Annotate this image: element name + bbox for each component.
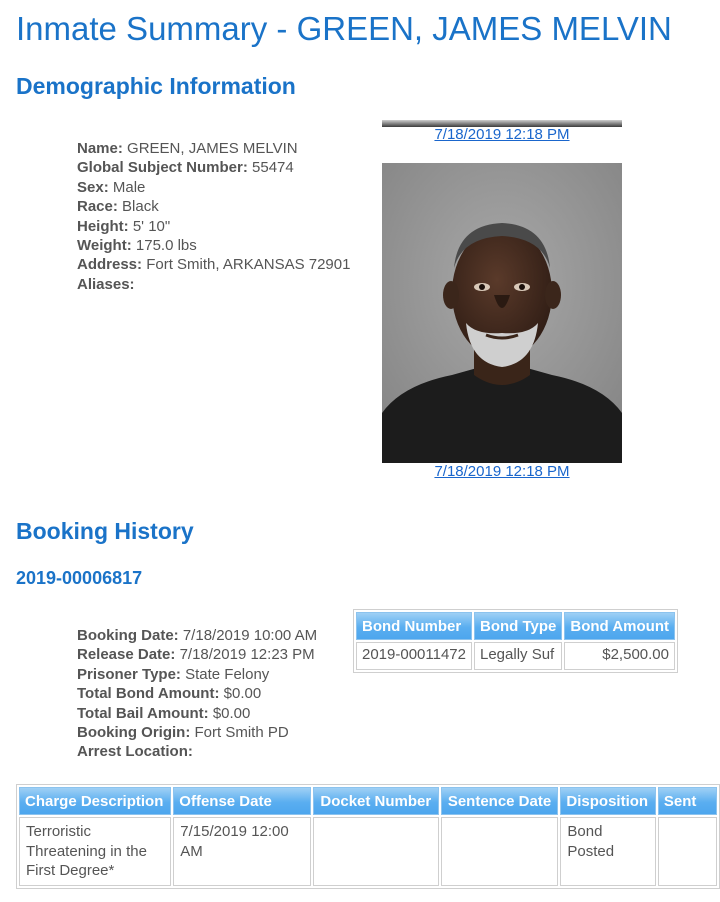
- booking-number: 2019-00006817: [16, 568, 143, 588]
- charges-table: [16, 784, 720, 889]
- photo-date-link[interactable]: 7/18/2019 12:18 PM: [434, 126, 570, 143]
- booking-history-heading: Booking History: [16, 518, 194, 544]
- column-header: Bond Amount: [564, 612, 675, 640]
- demographic-heading: Demographic Information: [16, 73, 296, 99]
- offense-date-cell: 7/15/2019 12:00 AM: [173, 817, 311, 886]
- field-weight: Weight: 175.0 lbs: [77, 237, 197, 255]
- field-height: Height: 5' 10": [77, 217, 171, 235]
- field-aliases: Aliases:: [77, 275, 135, 293]
- bond-amount-cell: $2,500.00: [564, 642, 675, 670]
- field-total-bond-amount: Total Bond Amount: $0.00: [77, 685, 262, 703]
- photo-date-link[interactable]: 7/18/2019 12:18 PM: [434, 463, 570, 480]
- field-booking-origin: Booking Origin: Fort Smith PD: [77, 724, 289, 742]
- docket-number-cell: [313, 817, 439, 886]
- bond-table: [353, 609, 678, 673]
- table-header-row: [19, 787, 717, 815]
- column-header: Charge Description: [19, 787, 171, 815]
- column-header: Offense Date: [173, 787, 311, 815]
- field-name: Name: GREEN, JAMES MELVIN: [77, 140, 298, 157]
- column-header: Disposition: [560, 787, 655, 815]
- column-header: Bond Type: [474, 612, 562, 640]
- field-sex: Sex: Male: [77, 178, 146, 196]
- column-header: Docket Number: [313, 787, 439, 815]
- booking-info: [77, 626, 317, 762]
- page-title: Inmate Summary - GREEN, JAMES MELVIN: [16, 10, 672, 47]
- table-header-row: [356, 612, 675, 640]
- field-global-subject-number: Global Subject Number: 55474: [77, 159, 294, 177]
- column-header: Bond Number: [356, 612, 472, 640]
- field-booking-date: Booking Date: 7/18/2019 10:00 AM: [77, 627, 318, 644]
- column-header: Sent: [658, 787, 717, 815]
- table-row: [356, 642, 675, 670]
- column-header: Sentence Date: [441, 787, 559, 815]
- sentence-cell: [658, 817, 717, 886]
- mugshot-illustration: [382, 163, 622, 463]
- field-arrest-location: Arrest Location:: [77, 743, 193, 761]
- sentence-date-cell: [441, 817, 559, 886]
- field-total-bail-amount: Total Bail Amount: $0.00: [77, 704, 251, 722]
- mugshot-photo: [382, 163, 622, 463]
- field-release-date: Release Date: 7/18/2019 12:23 PM: [77, 646, 315, 664]
- table-row: [19, 817, 717, 886]
- bond-type-cell: Legally Suf: [474, 642, 562, 670]
- bond-number-cell: 2019-00011472: [356, 642, 472, 670]
- field-race: Race: Black: [77, 198, 159, 216]
- demographic-info: [77, 139, 350, 294]
- disposition-cell: Bond Posted: [560, 817, 655, 886]
- charge-description-cell: Terroristic Threatening in the First Degree*: [19, 817, 171, 886]
- field-address: Address: Fort Smith, ARKANSAS 72901: [77, 256, 351, 274]
- field-prisoner-type: Prisoner Type: State Felony: [77, 665, 270, 683]
